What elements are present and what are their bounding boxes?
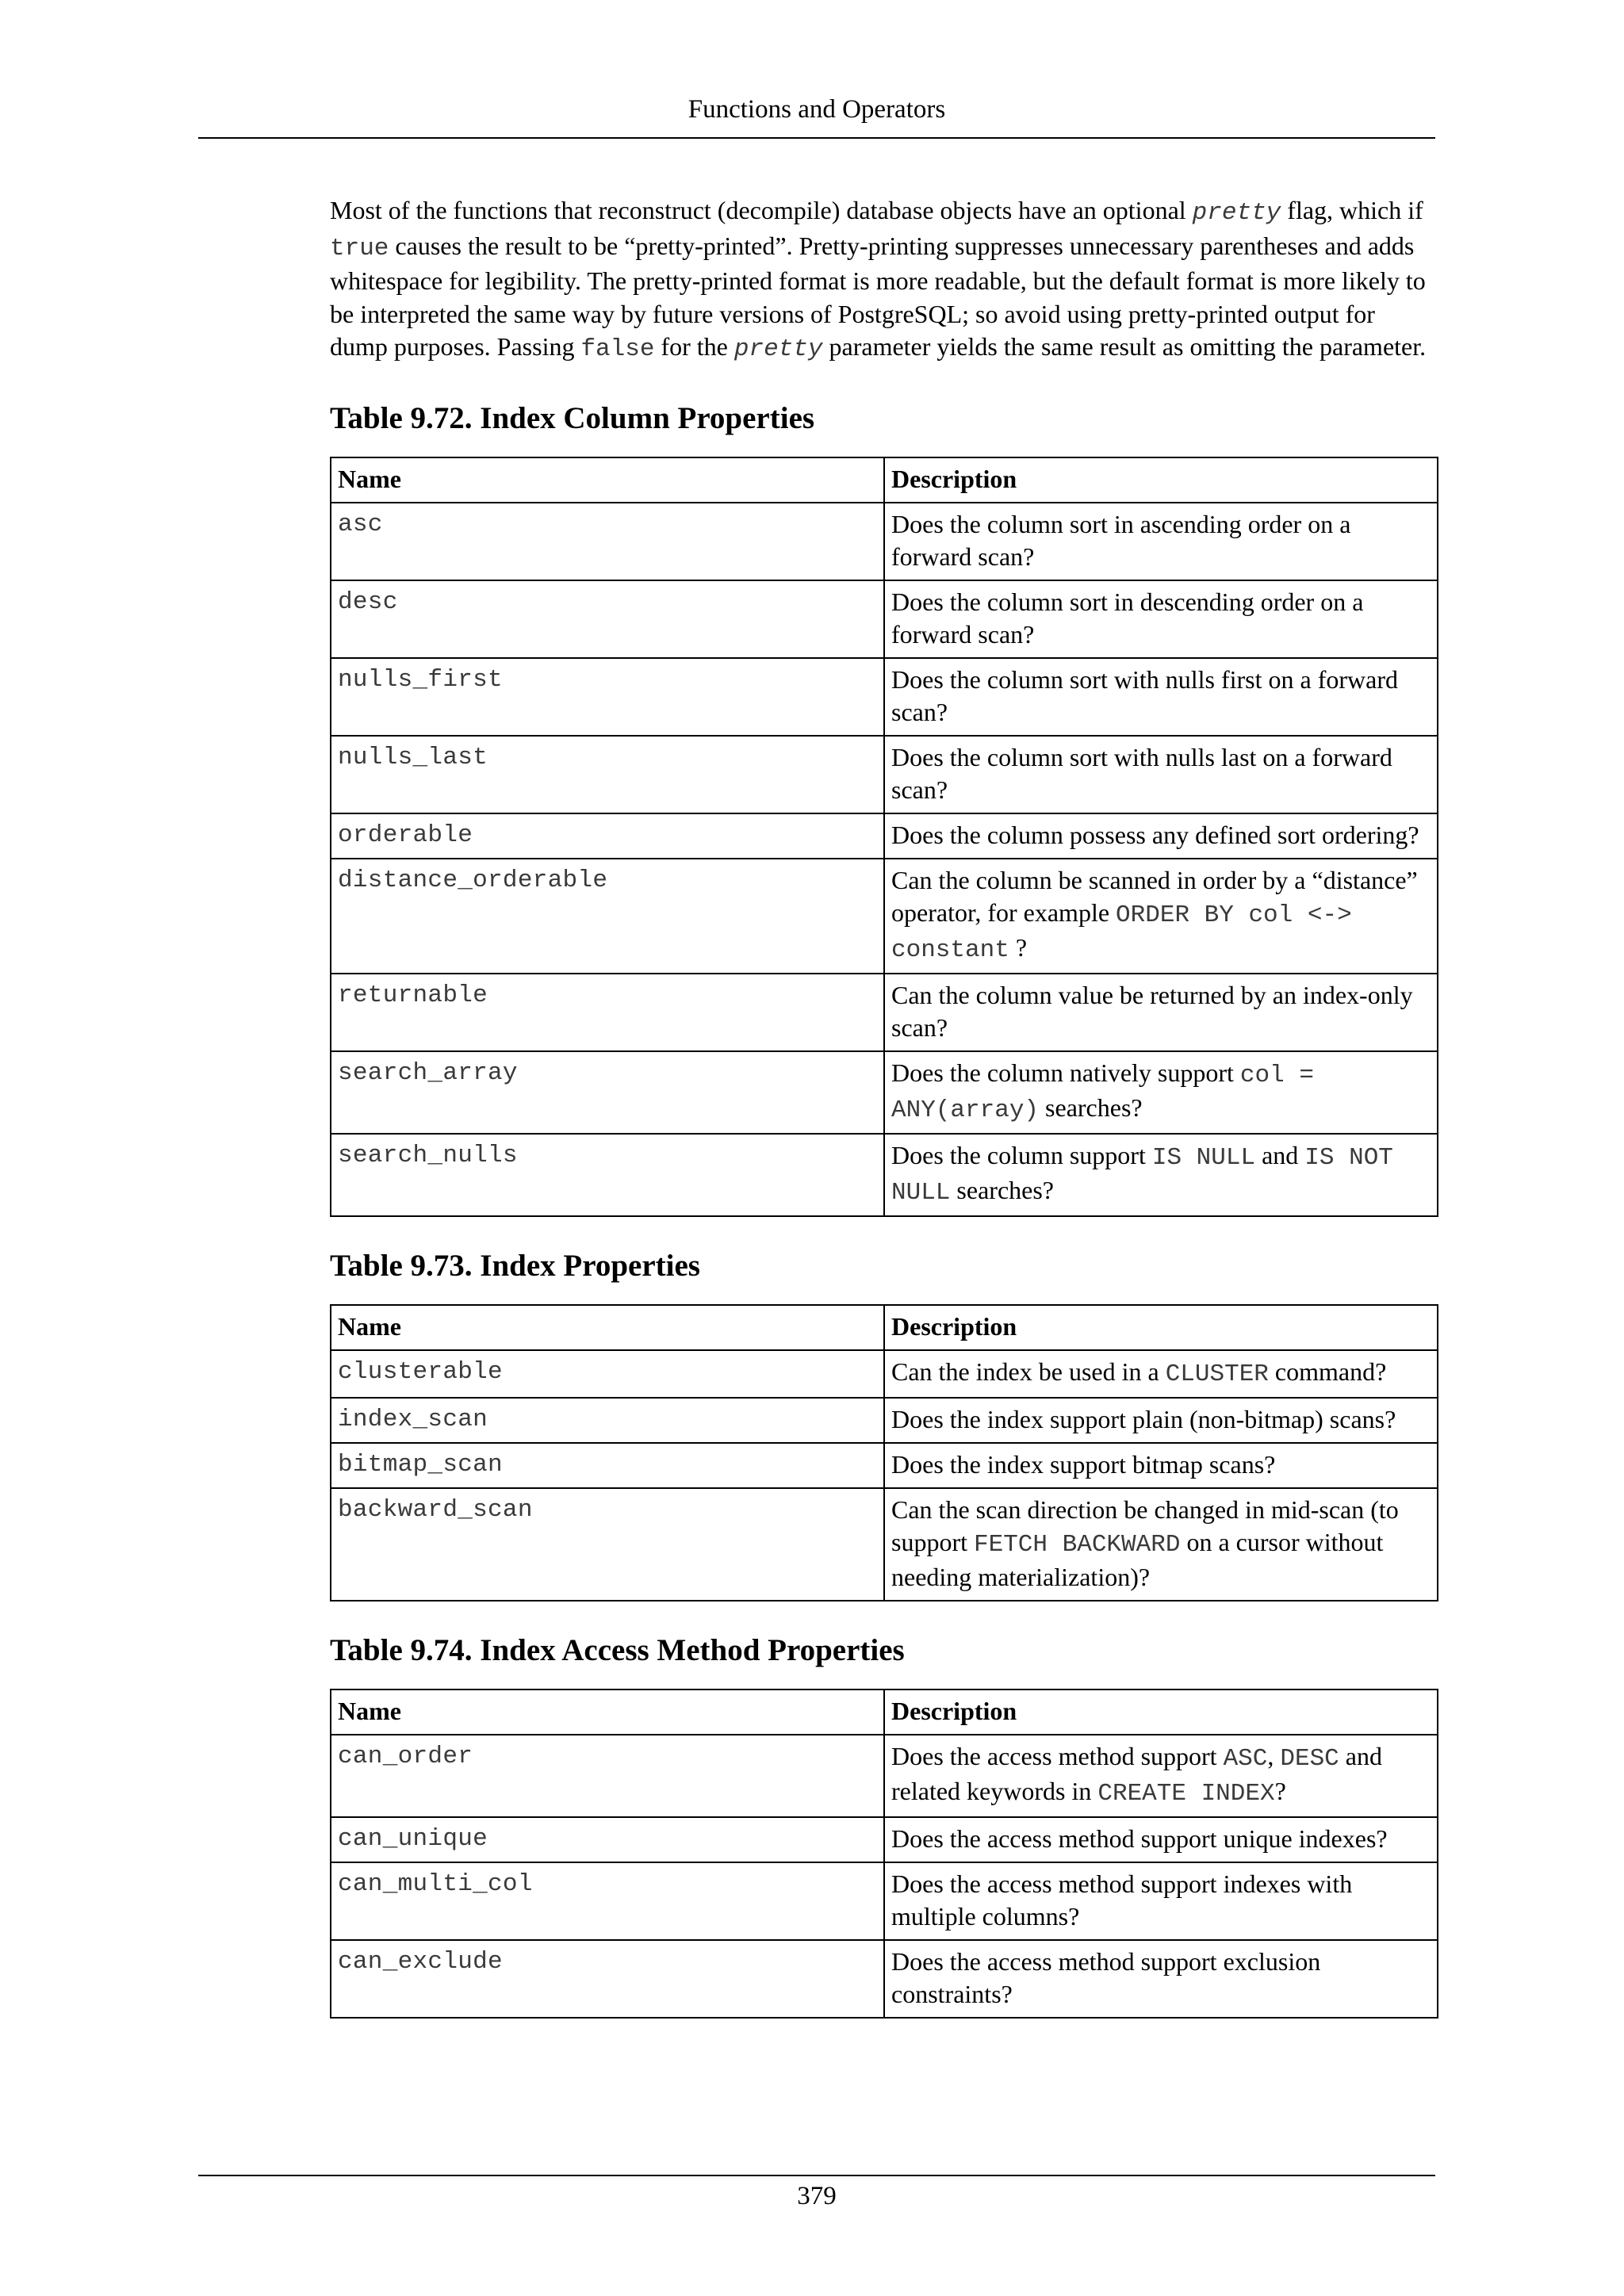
running-header: Functions and Operators xyxy=(688,95,946,124)
code-literal: CLUSTER xyxy=(1165,1360,1269,1388)
page-number: 379 xyxy=(797,2182,837,2210)
property-name: backward_scan xyxy=(331,1488,884,1601)
property-name: distance_orderable xyxy=(331,859,884,974)
property-name: can_order xyxy=(331,1735,884,1817)
table-row xyxy=(331,1862,1438,1940)
intro-text: Most of the functions that reconstruct (decompile) database objects have an optional xyxy=(330,196,1193,224)
table-header-row xyxy=(331,1689,1438,1735)
property-name: can_exclude xyxy=(331,1940,884,2018)
description-text: Does the access method support indexes with multiple columns? xyxy=(891,1869,1353,1931)
column-header-description: Description xyxy=(884,457,1438,503)
description-text: searches? xyxy=(950,1175,1054,1204)
description-text: and related keywords in xyxy=(891,1741,1382,1805)
description-text: searches? xyxy=(1039,1093,1143,1122)
table-row xyxy=(331,974,1438,1051)
property-description xyxy=(884,1398,1438,1443)
pretty-param: pretty xyxy=(733,335,823,363)
description-text: Does the column possess any defined sort ordering? xyxy=(891,820,1419,849)
code-literal: DESC xyxy=(1280,1744,1339,1773)
table-row xyxy=(331,1735,1438,1817)
description-text: ? xyxy=(1274,1776,1286,1805)
table-title-index-column-properties: Table 9.72. Index Column Properties xyxy=(330,400,815,435)
property-description xyxy=(884,1817,1438,1862)
table-row xyxy=(331,1443,1438,1488)
table-index-column-properties xyxy=(330,457,1438,1217)
intro-text: for the xyxy=(654,332,734,361)
property-description xyxy=(884,736,1438,813)
intro-text: causes the result to be “pretty-printed”. Pretty-printing suppresses unnecessary parentheses and adds whitespace for legibility. The pretty-printed format is more readable, but the default format is more likely to be interpreted the same way by future versions of PostgreSQL; so avoid using pretty-printed output for dump purposes. Passing xyxy=(330,231,1426,361)
property-description xyxy=(884,1940,1438,2018)
description-text: on a cursor without needing materialization)? xyxy=(891,1527,1384,1591)
false-literal: false xyxy=(580,335,655,363)
table-row xyxy=(331,859,1438,974)
code-literal: IS NOT NULL xyxy=(891,1143,1393,1207)
property-name: index_scan xyxy=(331,1398,884,1443)
description-text: Does the column sort with nulls first on a forward scan? xyxy=(891,664,1398,726)
intro-text: flag, which if xyxy=(1281,196,1423,224)
property-description xyxy=(884,1350,1438,1398)
description-text: , xyxy=(1267,1741,1281,1770)
description-text: Does the column sort with nulls last on a forward scan? xyxy=(891,742,1392,804)
description-text: Can the column be scanned in order by a “distance” operator, for example xyxy=(891,865,1418,927)
property-description xyxy=(884,503,1438,580)
table-row xyxy=(331,580,1438,658)
code-literal: ORDER BY col <-> constant xyxy=(891,901,1352,964)
description-text: Does the column natively support xyxy=(891,1058,1240,1087)
description-text: Can the index be used in a xyxy=(891,1357,1166,1386)
property-description xyxy=(884,1443,1438,1488)
table-title-index-properties: Table 9.73. Index Properties xyxy=(330,1248,700,1283)
description-text: and xyxy=(1255,1140,1305,1169)
table-row xyxy=(331,736,1438,813)
table-row xyxy=(331,503,1438,580)
property-description xyxy=(884,580,1438,658)
description-text: Does the index support plain (non-bitmap) scans? xyxy=(891,1404,1396,1433)
property-description xyxy=(884,974,1438,1051)
intro-text: parameter yields the same result as omitting the parameter. xyxy=(822,332,1427,361)
column-header-description: Description xyxy=(884,1305,1438,1350)
property-name: search_array xyxy=(331,1051,884,1134)
table-header-row xyxy=(331,1305,1438,1350)
property-name: search_nulls xyxy=(331,1134,884,1216)
table-row xyxy=(331,1488,1438,1601)
code-literal: FETCH BACKWARD xyxy=(974,1530,1181,1559)
pretty-param: pretty xyxy=(1192,199,1281,227)
table-index-access-method-properties xyxy=(330,1689,1438,2019)
code-literal: CREATE INDEX xyxy=(1097,1779,1275,1808)
property-name: orderable xyxy=(331,813,884,859)
property-name: can_multi_col xyxy=(331,1862,884,1940)
intro-paragraph xyxy=(330,194,1435,366)
description-text: Does the access method support unique indexes? xyxy=(891,1823,1388,1853)
property-name: returnable xyxy=(331,974,884,1051)
description-text: Can the scan direction be changed in mid-scan (to support xyxy=(891,1494,1399,1556)
table-index-properties xyxy=(330,1304,1438,1601)
property-description xyxy=(884,813,1438,859)
description-text: ? xyxy=(1009,932,1028,962)
column-header-name: Name xyxy=(331,1689,884,1735)
property-name: desc xyxy=(331,580,884,658)
property-name: clusterable xyxy=(331,1350,884,1398)
code-literal: ASC xyxy=(1223,1744,1268,1773)
property-name: can_unique xyxy=(331,1817,884,1862)
table-row xyxy=(331,1350,1438,1398)
property-description xyxy=(884,1735,1438,1817)
property-name: nulls_last xyxy=(331,736,884,813)
property-name: bitmap_scan xyxy=(331,1443,884,1488)
description-text: Can the column value be returned by an index-only scan? xyxy=(891,980,1413,1042)
code-literal: col = ANY(array) xyxy=(891,1061,1314,1124)
property-name: nulls_first xyxy=(331,658,884,736)
property-description xyxy=(884,1051,1438,1134)
column-header-name: Name xyxy=(331,1305,884,1350)
description-text: Does the index support bitmap scans? xyxy=(891,1449,1276,1479)
table-row xyxy=(331,813,1438,859)
description-text: command? xyxy=(1268,1357,1387,1386)
column-header-name: Name xyxy=(331,457,884,503)
property-description xyxy=(884,859,1438,974)
table-header-row xyxy=(331,457,1438,503)
description-text: Does the access method support exclusion constraints? xyxy=(891,1946,1321,2008)
property-description xyxy=(884,1134,1438,1216)
table-row xyxy=(331,1051,1438,1134)
property-description xyxy=(884,658,1438,736)
description-text: Does the column sort in descending order on a forward scan? xyxy=(891,587,1364,649)
description-text: Does the column support xyxy=(891,1140,1152,1169)
table-row xyxy=(331,1817,1438,1862)
header-rule xyxy=(198,137,1435,139)
page-content xyxy=(330,194,1435,2019)
code-literal: IS NULL xyxy=(1151,1143,1256,1172)
column-header-description: Description xyxy=(884,1689,1438,1735)
table-row xyxy=(331,1940,1438,2018)
table-row xyxy=(331,1398,1438,1443)
property-description xyxy=(884,1862,1438,1940)
property-description xyxy=(884,1488,1438,1601)
table-title-index-access-method-properties: Table 9.74. Index Access Method Properties xyxy=(330,1632,905,1667)
true-literal: true xyxy=(330,234,389,262)
description-text: Does the access method support xyxy=(891,1741,1224,1770)
table-row xyxy=(331,658,1438,736)
table-row xyxy=(331,1134,1438,1216)
description-text: Does the column sort in ascending order on a forward scan? xyxy=(891,509,1351,571)
property-name: asc xyxy=(331,503,884,580)
